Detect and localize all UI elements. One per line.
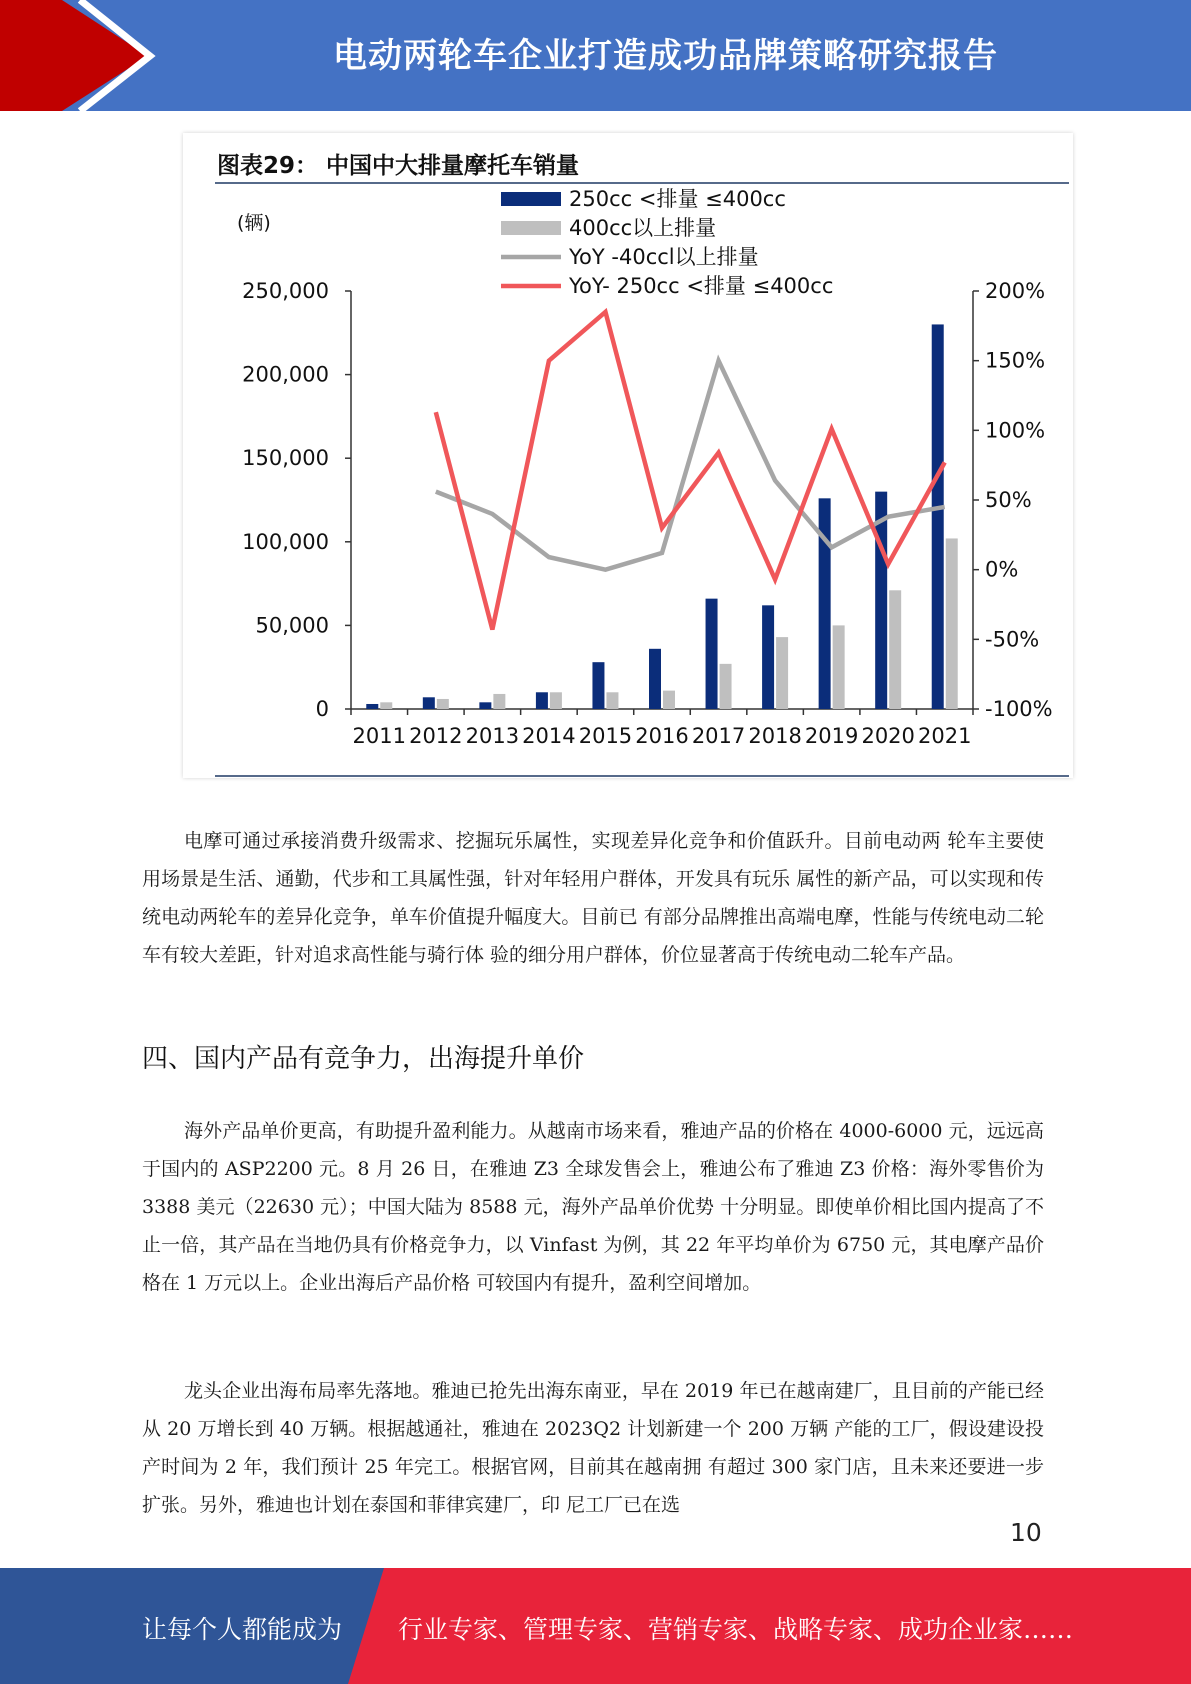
page-number: 10 (1010, 1518, 1042, 1547)
page-footer (0, 1568, 1191, 1684)
bar-400cc-plus (833, 625, 845, 709)
y-left-tick-label: 250,000 (242, 279, 329, 303)
bar-250-400cc (762, 605, 774, 709)
bar-250-400cc (592, 662, 604, 709)
x-tick-label: 2013 (465, 724, 520, 748)
bar-400cc-plus (550, 692, 562, 709)
bar-400cc-plus (720, 664, 732, 709)
bar-400cc-plus (493, 694, 505, 709)
y-right-tick-label: -50% (985, 627, 1040, 652)
x-tick-label: 2015 (578, 724, 633, 748)
report-title: 电动两轮车企业打造成功品牌策略研究报告 (333, 36, 998, 76)
bar-250-400cc (366, 704, 378, 709)
y-left-tick-label: 200,000 (242, 362, 329, 387)
paragraph-1: 电摩可通过承接消费升级需求、挖掘玩乐属性，实现差异化竞争和价值跃升。目前电动两 轮车主要使用场景是生活、通勤，代步和工具属性强，针对年轻用户群体，开发具有玩乐 属性的新产品，可以实现和传统电动两轮车的差异化竞争，单车价值提升幅度大。目前已 有部分品牌推出高端电摩，性能与传统电动二轮车有较大差距，针对追求高性能与骑行体 验的细分用户群体，价位显著高于传统电动二轮车产品。 (142, 830, 1044, 966)
legend-label: 250cc <排量 ≤400cc (569, 187, 786, 211)
paragraph-2: 海外产品单价更高，有助提升盈利能力。从越南市场来看，雅迪产品的价格在 4000-6000 元，远远高于国内的 ASP2200 元。8 月 26 日，在雅迪 Z3 全球发售会上，雅迪公布了雅迪 Z3 价格：海外零售价为 3388 美元（22630 元）；中国大陆为 8588 元，海外产品单价优势 十分明显。即使单价相比国内提高了不止一倍，其产品在当地仍具有价格竞争力，以 Vinfast 为例，其 22 年平均单价为 6750 元，其电摩产品价格在 1 万元以上。企业出海后产品价格 可较国内有提升，盈利空间增加。 (142, 1120, 1044, 1294)
legend-label: YoY- 250cc <排量 ≤400cc (569, 274, 834, 298)
x-tick-label: 2016 (635, 724, 689, 748)
footer-slogan-right: 行业专家、管理专家、营销专家、战略专家、成功企业家…… (398, 1615, 1074, 1644)
y-left-tick-label: 150,000 (242, 446, 329, 471)
x-tick-label: 2021 (918, 724, 972, 748)
y-right-tick-label: 150% (985, 348, 1046, 373)
y-right-tick-label: 50% (985, 488, 1032, 512)
footer-slogan-left: 让每个人都能成为 (142, 1615, 343, 1644)
x-tick-label: 2012 (409, 724, 463, 748)
chart-title: 图表29： 中国中大排量摩托车销量 (217, 153, 580, 179)
bar-250-400cc (706, 599, 718, 709)
bar-250-400cc (536, 692, 548, 709)
bar-250-400cc (423, 697, 435, 709)
chart-figure (183, 133, 1073, 778)
bar-400cc-plus (437, 699, 449, 709)
bar-400cc-plus (606, 692, 618, 709)
bar-250-400cc (479, 702, 491, 709)
legend-swatch (501, 221, 561, 235)
y-unit-label: (辆) (237, 212, 271, 234)
page-header (0, 0, 1191, 111)
y-left-tick-label: 50,000 (255, 613, 329, 638)
line-yoy-250-400cc (436, 312, 945, 630)
paragraph-3: 龙头企业出海布局率先落地。雅迪已抢先出海东南亚，早在 2019 年已在越南建厂，且目前的产能已经从 20 万增长到 40 万辆。根据越通社，雅迪在 2023Q2 计划新建一个 200 万辆 产能的工厂，假设建设投产时间为 2 年，我们预计 25 年完工。根据官网，目前其在越南拥 有超过 300 家门店，且未来还要进一步扩张。另外，雅迪也计划在泰国和菲律宾建厂，印 尼工厂已在选 (142, 1380, 1044, 1516)
x-tick-label: 2011 (352, 724, 406, 748)
legend-label: YoY -40ccl以上排量 (569, 245, 759, 269)
y-left-tick-label: 100,000 (242, 529, 329, 554)
section-heading: 四、国内产品有竞争力，出海提升单价 (142, 1044, 585, 1074)
bar-250-400cc (819, 498, 831, 709)
bar-400cc-plus (776, 637, 788, 709)
x-tick-label: 2020 (861, 724, 915, 748)
x-tick-label: 2019 (804, 724, 859, 748)
y-right-tick-label: 100% (985, 418, 1046, 443)
legend-label: 400cc以上排量 (569, 216, 717, 240)
bar-400cc-plus (889, 590, 901, 709)
y-right-tick-label: -100% (985, 697, 1053, 721)
y-right-tick-label: 0% (985, 557, 1019, 582)
bar-400cc-plus (380, 702, 392, 709)
x-tick-label: 2018 (748, 724, 802, 748)
y-left-tick-label: 0 (315, 697, 329, 721)
bar-400cc-plus (946, 538, 958, 709)
x-tick-label: 2017 (691, 724, 746, 748)
sales-chart (183, 133, 1073, 778)
legend-swatch (501, 192, 561, 206)
y-right-tick-label: 200% (985, 279, 1046, 303)
bar-400cc-plus (663, 691, 675, 709)
bar-250-400cc (932, 324, 944, 709)
bar-250-400cc (649, 649, 661, 709)
x-tick-label: 2014 (522, 724, 576, 748)
